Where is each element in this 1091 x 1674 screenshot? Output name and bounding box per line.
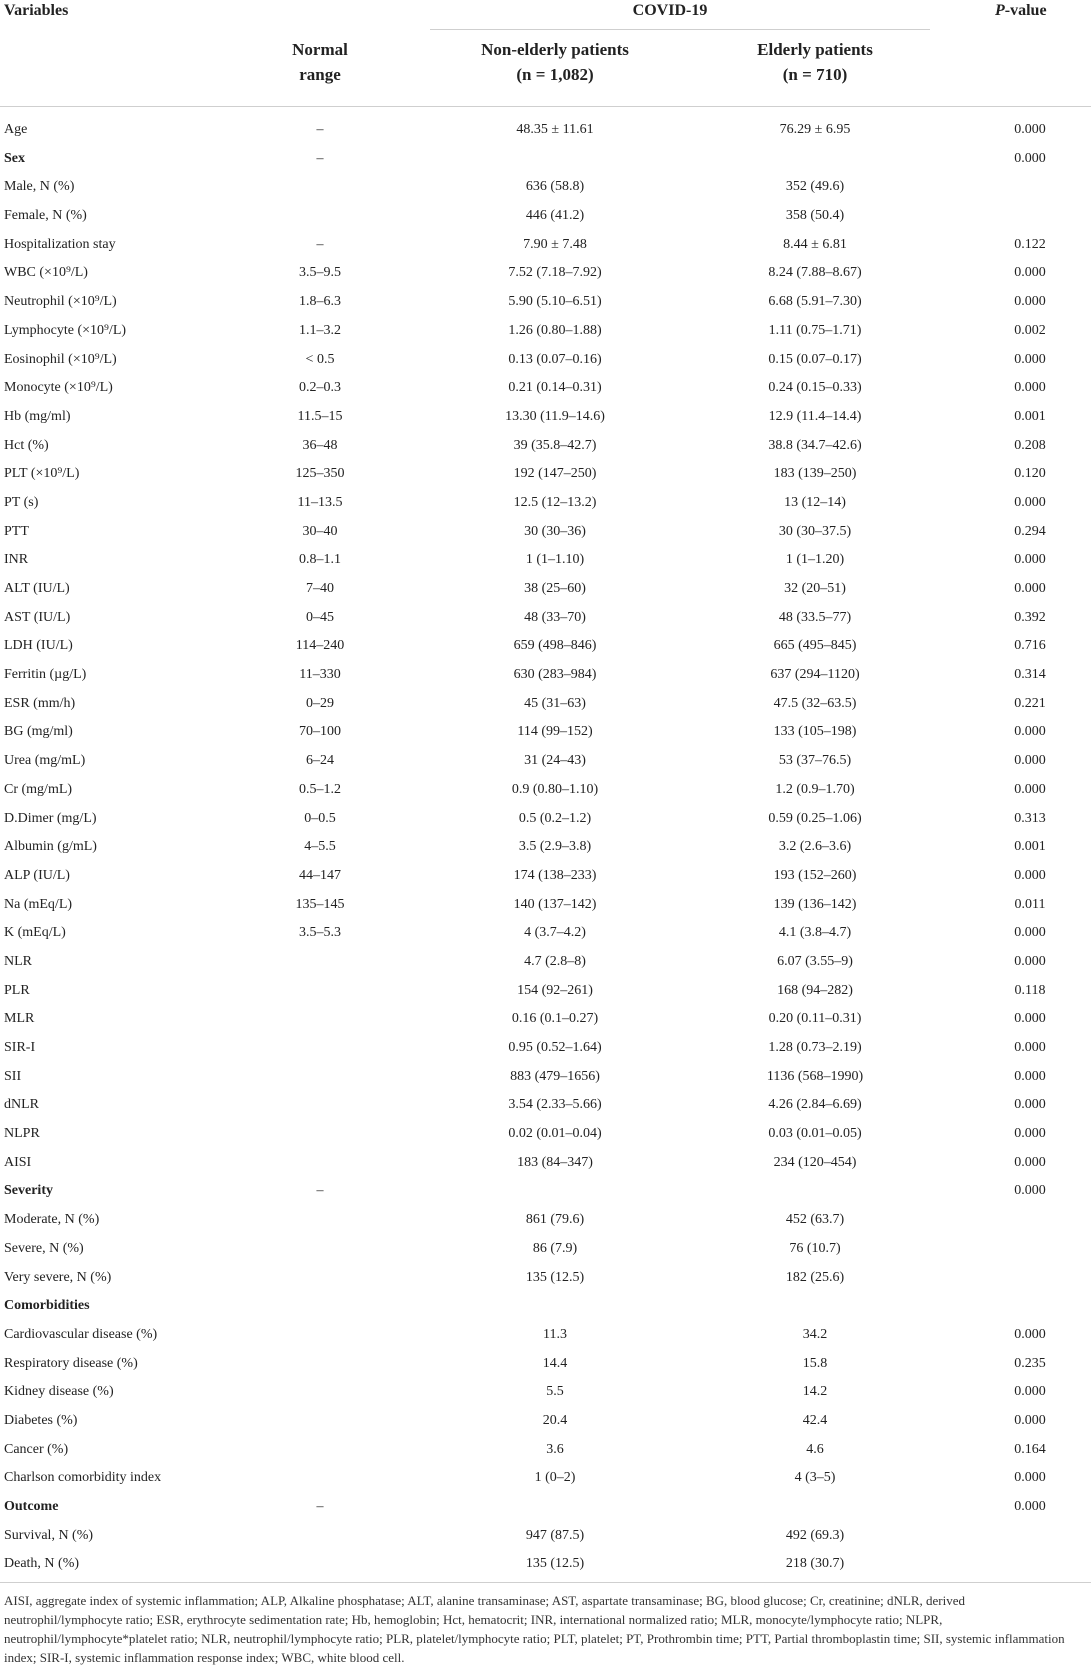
table-row	[0, 747, 1091, 776]
cell-variable: ALP (IU/L)	[4, 867, 70, 883]
cell-normal-range: 7–40	[306, 581, 334, 596]
cell-elderly: 1136 (568–1990)	[766, 1068, 864, 1084]
cell-variable: Albumin (g/mL)	[4, 839, 97, 855]
cell-variable: Na (mEq/L)	[4, 896, 73, 912]
cell-nonelderly: 1 (0–2)	[534, 1470, 576, 1486]
cell-variable: dNLR	[4, 1097, 39, 1113]
cell-pvalue: 0.000	[1014, 552, 1046, 568]
table-row	[0, 776, 1091, 805]
cell-normal-range: –	[316, 236, 324, 252]
cell-variable: Comorbidities	[4, 1298, 90, 1314]
table-row	[0, 1091, 1091, 1120]
header-elderly-line1: Elderly patients	[757, 40, 873, 59]
cell-normal-range: 135–145	[295, 896, 345, 912]
cell-elderly: 0.20 (0.11–0.31)	[768, 1011, 862, 1027]
cell-elderly: 133 (105–198)	[773, 724, 857, 740]
cell-elderly: 637 (294–1120)	[770, 667, 860, 683]
header-elderly-n: (n = 710)	[782, 65, 848, 84]
header-normal-range-line2: range	[299, 65, 341, 84]
cell-elderly: 182 (25.6)	[785, 1269, 845, 1285]
cell-pvalue: 0.000	[1014, 781, 1046, 797]
cell-pvalue: 0.118	[1014, 982, 1046, 998]
footer-divider	[0, 1582, 1091, 1583]
cell-elderly: 452 (63.7)	[785, 1212, 845, 1228]
table-row	[0, 1005, 1091, 1034]
cell-variable: Cardiovascular disease (%)	[4, 1326, 158, 1342]
cell-normal-range: 11–13.5	[297, 494, 343, 510]
table-row	[0, 460, 1091, 489]
table-row	[0, 489, 1091, 518]
cell-elderly: 76 (10.7)	[789, 1240, 841, 1256]
header-nonelderly-n: (n = 1,082)	[516, 65, 594, 84]
cell-normal-range: 3.5–9.5	[299, 265, 341, 281]
cell-elderly: 8.44 ± 6.81	[783, 236, 847, 252]
cell-pvalue: 0.120	[1014, 466, 1046, 482]
cell-variable: Urea (mg/mL)	[4, 753, 86, 769]
cell-variable: Kidney disease (%)	[4, 1384, 114, 1400]
table-row	[0, 833, 1091, 862]
cell-pvalue: 0.000	[1014, 925, 1046, 941]
cell-pvalue: 0.000	[1014, 265, 1046, 281]
table-row	[0, 948, 1091, 977]
cell-nonelderly: 883 (479–1656)	[510, 1068, 600, 1084]
cell-elderly: 358 (50.4)	[785, 208, 845, 224]
cell-pvalue: 0.000	[1014, 1126, 1046, 1142]
cell-nonelderly: 86 (7.9)	[532, 1240, 578, 1256]
cell-normal-range: 1.8–6.3	[299, 294, 341, 310]
cell-variable: PLT (×10⁹/L)	[4, 466, 80, 482]
header-pvalue-italic: P	[995, 2, 1005, 19]
table-row	[0, 374, 1091, 403]
table-row	[0, 1321, 1091, 1350]
cell-elderly: 183 (139–250)	[773, 466, 857, 482]
table-row	[0, 1350, 1091, 1379]
cell-elderly: 4.1 (3.8–4.7)	[778, 925, 852, 941]
table-row	[0, 1550, 1091, 1579]
cell-elderly: 168 (94–282)	[777, 982, 853, 998]
cell-nonelderly: 0.21 (0.14–0.31)	[508, 380, 602, 396]
cell-elderly: 665 (495–845)	[773, 638, 857, 654]
cell-nonelderly: 446 (41.2)	[525, 208, 585, 224]
cell-elderly: 30 (30–37.5)	[778, 523, 852, 539]
table-row	[0, 1120, 1091, 1149]
cell-normal-range: 0.5–1.2	[299, 781, 341, 797]
cell-variable: K (mEq/L)	[4, 925, 66, 941]
cell-variable: Neutrophil (×10⁹/L)	[4, 294, 117, 310]
table-row	[0, 1464, 1091, 1493]
cell-normal-range: 114–240	[295, 638, 345, 654]
cell-elderly: 42.4	[802, 1412, 828, 1428]
cell-nonelderly: 0.9 (0.80–1.10)	[511, 781, 599, 797]
cell-elderly: 0.03 (0.01–0.05)	[768, 1126, 862, 1142]
cell-variable: Respiratory disease (%)	[4, 1355, 138, 1371]
table-row	[0, 116, 1091, 145]
cell-variable: Sex	[4, 150, 25, 166]
cell-pvalue: 0.002	[1014, 322, 1046, 338]
table-row	[0, 1292, 1091, 1321]
cell-pvalue: 0.392	[1014, 609, 1046, 625]
table-header-row-1	[0, 0, 1091, 30]
cell-nonelderly: 114 (99–152)	[517, 724, 593, 740]
cell-elderly: 14.2	[802, 1384, 828, 1400]
cell-elderly: 76.29 ± 6.95	[779, 122, 851, 137]
table-row	[0, 718, 1091, 747]
cell-pvalue: 0.001	[1014, 408, 1046, 424]
table-row	[0, 632, 1091, 661]
cell-normal-range: –	[316, 1499, 324, 1514]
cell-pvalue: 0.000	[1014, 380, 1046, 396]
cell-variable: WBC (×10⁹/L)	[4, 265, 88, 281]
cell-pvalue: 0.000	[1014, 494, 1046, 510]
cell-elderly: 1.28 (0.73–2.19)	[768, 1040, 862, 1055]
cell-variable: Female, N (%)	[4, 208, 87, 224]
cell-nonelderly: 45 (31–63)	[524, 695, 586, 711]
cell-normal-range: 6–24	[306, 753, 334, 769]
cell-normal-range: 0–45	[306, 609, 334, 625]
cell-nonelderly: 3.5 (2.9–3.8)	[518, 839, 592, 855]
table-row	[0, 259, 1091, 288]
table-row	[0, 575, 1091, 604]
cell-nonelderly: 0.95 (0.52–1.64)	[508, 1040, 602, 1055]
cell-pvalue: 0.122	[1014, 236, 1046, 252]
cell-elderly: 3.2 (2.6–3.6)	[778, 839, 852, 855]
cell-pvalue: 0.000	[1014, 724, 1046, 740]
cell-pvalue: 0.294	[1014, 523, 1046, 539]
cell-normal-range: –	[316, 150, 324, 166]
cell-variable: PT (s)	[4, 494, 39, 510]
cell-elderly: 492 (69.3)	[785, 1527, 845, 1543]
cell-variable: Cr (mg/mL)	[4, 781, 73, 797]
cell-nonelderly: 1 (1–1.10)	[525, 552, 585, 568]
cell-pvalue: 0.000	[1014, 1011, 1046, 1027]
cell-elderly: 218 (30.7)	[785, 1556, 845, 1572]
cell-pvalue: 0.000	[1014, 581, 1046, 596]
cell-normal-range: < 0.5	[305, 351, 335, 367]
cell-nonelderly: 4.7 (2.8–8)	[524, 953, 586, 969]
cell-normal-range: 36–48	[302, 437, 338, 453]
cell-elderly: 1.2 (0.9–1.70)	[775, 781, 855, 797]
cell-pvalue: 0.221	[1014, 695, 1046, 711]
cell-normal-range: 11–330	[299, 667, 341, 683]
cell-normal-range: 1.1–3.2	[299, 322, 341, 338]
cell-normal-range: 70–100	[299, 724, 341, 740]
table-row	[0, 202, 1091, 231]
cell-variable: MLR	[4, 1011, 35, 1027]
table-row	[0, 173, 1091, 202]
cell-variable: AST (IU/L)	[4, 609, 71, 625]
header-nonelderly	[430, 37, 680, 87]
cell-pvalue: 0.000	[1014, 122, 1046, 137]
cell-nonelderly: 14.4	[542, 1355, 568, 1371]
cell-pvalue: 0.000	[1014, 1412, 1046, 1428]
cell-elderly: 32 (20–51)	[784, 581, 846, 596]
cell-elderly: 193 (152–260)	[773, 867, 857, 883]
cell-nonelderly: 48 (33–70)	[524, 609, 586, 625]
cell-elderly: 1 (1–1.20)	[785, 552, 845, 568]
cell-nonelderly: 20.4	[542, 1412, 568, 1428]
cell-elderly: 4.6	[806, 1441, 824, 1457]
cell-variable: Survival, N (%)	[4, 1527, 94, 1543]
cell-nonelderly: 636 (58.8)	[525, 179, 585, 195]
cell-variable: SII	[4, 1068, 22, 1084]
cell-variable: Death, N (%)	[4, 1556, 80, 1572]
cell-elderly: 4.26 (2.84–6.69)	[768, 1097, 862, 1113]
cell-normal-range: –	[316, 122, 324, 137]
cell-normal-range: 30–40	[302, 523, 338, 539]
cell-elderly: 234 (120–454)	[773, 1154, 857, 1170]
cell-elderly: 15.8	[802, 1355, 828, 1371]
table-row	[0, 518, 1091, 547]
cell-variable: Severity	[4, 1183, 53, 1199]
cell-variable: Hct (%)	[4, 437, 49, 453]
cell-elderly: 6.68 (5.91–7.30)	[768, 294, 862, 310]
table-row	[0, 661, 1091, 690]
header-normal-range	[240, 37, 400, 87]
cell-pvalue: 0.000	[1014, 1183, 1046, 1199]
cell-elderly: 6.07 (3.55–9)	[777, 953, 853, 969]
cell-normal-range: 125–350	[295, 466, 345, 482]
cell-variable: Hospitalization stay	[4, 236, 116, 252]
cell-nonelderly: 183 (84–347)	[517, 1154, 593, 1170]
table-row	[0, 690, 1091, 719]
cell-nonelderly: 4 (3.7–4.2)	[524, 925, 586, 941]
table-row	[0, 891, 1091, 920]
cell-pvalue: 0.000	[1014, 294, 1046, 310]
cell-normal-range: 4–5.5	[304, 839, 336, 855]
table-row	[0, 1177, 1091, 1206]
header-divider	[0, 106, 1091, 107]
cell-variable: Cancer (%)	[4, 1441, 69, 1457]
table-row	[0, 1206, 1091, 1235]
cell-elderly: 34.2	[802, 1326, 828, 1342]
cell-nonelderly: 3.54 (2.33–5.66)	[508, 1097, 602, 1113]
cell-pvalue: 0.001	[1014, 839, 1046, 855]
cell-pvalue: 0.000	[1014, 1040, 1046, 1055]
cell-variable: ESR (mm/h)	[4, 695, 76, 711]
table-row	[0, 231, 1091, 260]
cell-pvalue: 0.000	[1014, 1097, 1046, 1113]
cell-nonelderly: 31 (24–43)	[524, 753, 586, 769]
table-row	[0, 1522, 1091, 1551]
cell-variable: Moderate, N (%)	[4, 1212, 100, 1228]
header-pvalue-rest: -value	[1004, 2, 1047, 19]
cell-pvalue: 0.000	[1014, 1068, 1046, 1084]
table-row	[0, 1436, 1091, 1465]
table-row	[0, 862, 1091, 891]
header-normal-range-line1: Normal	[292, 40, 348, 59]
cell-pvalue: 0.000	[1014, 1384, 1046, 1400]
table-row	[0, 346, 1091, 375]
cell-pvalue: 0.000	[1014, 953, 1046, 969]
cell-nonelderly: 39 (35.8–42.7)	[513, 437, 597, 453]
cell-nonelderly: 947 (87.5)	[525, 1527, 585, 1543]
cell-variable: PLR	[4, 982, 30, 998]
header-nonelderly-line1: Non-elderly patients	[481, 40, 629, 59]
cell-variable: NLPR	[4, 1126, 40, 1142]
cell-variable: Charlson comorbidity index	[4, 1470, 162, 1486]
cell-nonelderly: 38 (25–60)	[524, 581, 586, 596]
cell-variable: Male, N (%)	[4, 179, 75, 195]
cell-elderly: 47.5 (32–63.5)	[773, 695, 857, 711]
footnote: AISI, aggregate index of systemic inflammation; ALP, Alkaline phosphatase; ALT, alanine transaminase; AST, aspartate transaminase; BG, blood glucose; Cr, creatinine; dNLR, derived neutrophil/lymphocyte ratio; ESR, erythrocyte sedimentation rate; Hb, hemoglobin; Hct, hematocrit; INR, international normalized ratio; MLR, monocyte/lymphocyte ratio; NLPR, neutrophil/lymphocyte*platelet ratio; NLR, neutrophil/lymphocyte ratio; PLR, platelet/lymphocyte ratio; PLT, platelet; PT, Prothrombin time; PTT, Partial thromboplastin time; SII, systemic inflammation index; SIR-I, systemic inflammation response index; WBC, white blood cell.	[4, 1593, 1065, 1665]
cell-pvalue: 0.000	[1014, 1326, 1046, 1342]
cell-normal-range: 3.5–5.3	[299, 925, 341, 941]
cell-variable: NLR	[4, 953, 32, 969]
cell-normal-range: 0–29	[306, 695, 334, 711]
table-row	[0, 288, 1091, 317]
table-row	[0, 432, 1091, 461]
cell-pvalue: 0.000	[1014, 1499, 1046, 1514]
cell-variable: Outcome	[4, 1499, 59, 1514]
cell-nonelderly: 192 (147–250)	[513, 466, 597, 482]
cell-pvalue: 0.000	[1014, 150, 1046, 166]
cell-elderly: 1.11 (0.75–1.71)	[768, 322, 862, 338]
cell-pvalue: 0.000	[1014, 867, 1046, 883]
cell-elderly: 0.24 (0.15–0.33)	[768, 380, 862, 396]
cell-normal-range: 0–0.5	[304, 810, 336, 826]
table-row	[0, 1063, 1091, 1092]
cell-pvalue: 0.208	[1014, 437, 1046, 453]
cell-pvalue: 0.235	[1014, 1355, 1046, 1371]
table-row	[0, 145, 1091, 174]
table-row	[0, 1034, 1091, 1063]
cell-nonelderly: 3.6	[546, 1441, 564, 1457]
cell-nonelderly: 0.13 (0.07–0.16)	[508, 351, 602, 367]
table-row	[0, 1149, 1091, 1178]
cell-normal-range: –	[316, 1183, 324, 1199]
table-body	[0, 116, 1091, 1579]
cell-nonelderly: 154 (92–261)	[517, 982, 593, 998]
cell-pvalue: 0.313	[1014, 810, 1046, 826]
table-row	[0, 805, 1091, 834]
cell-nonelderly: 5.5	[546, 1384, 564, 1400]
cell-nonelderly: 140 (137–142)	[513, 896, 597, 912]
header-covid: COVID-19	[632, 2, 708, 19]
cell-elderly: 352 (49.6)	[785, 179, 845, 195]
cell-pvalue: 0.314	[1014, 667, 1046, 683]
cell-nonelderly: 135 (12.5)	[525, 1269, 585, 1285]
cell-nonelderly: 7.90 ± 7.48	[523, 236, 587, 252]
cell-normal-range: 0.8–1.1	[299, 552, 341, 568]
cell-pvalue: 0.000	[1014, 753, 1046, 769]
cell-pvalue: 0.164	[1014, 1441, 1046, 1457]
table-row	[0, 1407, 1091, 1436]
header-variables: Variables	[4, 2, 69, 19]
table-row	[0, 317, 1091, 346]
cell-elderly: 139 (136–142)	[773, 896, 857, 912]
cell-variable: Very severe, N (%)	[4, 1269, 112, 1285]
cell-nonelderly: 7.52 (7.18–7.92)	[508, 265, 602, 281]
cell-elderly: 53 (37–76.5)	[778, 753, 852, 769]
covid-divider	[430, 29, 930, 30]
table-row	[0, 1264, 1091, 1293]
cell-variable: Eosinophil (×10⁹/L)	[4, 351, 117, 367]
cell-variable: Lymphocyte (×10⁹/L)	[4, 322, 127, 338]
table-header-row-2	[0, 37, 1091, 101]
cell-pvalue: 0.011	[1014, 896, 1046, 912]
cell-variable: Hb (mg/ml)	[4, 408, 71, 424]
cell-nonelderly: 174 (138–233)	[513, 867, 597, 883]
cell-elderly: 4 (3–5)	[794, 1470, 836, 1486]
cell-nonelderly: 11.3	[543, 1326, 567, 1342]
cell-nonelderly: 5.90 (5.10–6.51)	[508, 294, 602, 310]
table-row	[0, 977, 1091, 1006]
cell-pvalue: 0.000	[1014, 1470, 1046, 1486]
cell-variable: SIR-I	[4, 1040, 36, 1055]
header-elderly	[700, 37, 930, 87]
cell-variable: LDH (IU/L)	[4, 638, 73, 654]
cell-variable: Diabetes (%)	[4, 1412, 78, 1428]
cell-elderly: 48 (33.5–77)	[778, 609, 852, 625]
cell-nonelderly: 1.26 (0.80–1.88)	[508, 322, 602, 338]
cell-normal-range: 11.5–15	[297, 408, 343, 424]
cell-nonelderly: 0.02 (0.01–0.04)	[508, 1126, 602, 1142]
cell-elderly: 0.59 (0.25–1.06)	[768, 810, 862, 826]
cell-elderly: 13 (12–14)	[784, 494, 846, 510]
cell-variable: ALT (IU/L)	[4, 581, 70, 596]
table-row	[0, 403, 1091, 432]
table-row	[0, 604, 1091, 633]
cell-nonelderly: 0.16 (0.1–0.27)	[511, 1011, 599, 1027]
cell-normal-range: 44–147	[299, 867, 341, 883]
table-row	[0, 1235, 1091, 1264]
cell-elderly: 38.8 (34.7–42.6)	[768, 437, 862, 453]
cell-variable: Severe, N (%)	[4, 1240, 84, 1256]
cell-variable: PTT	[4, 523, 29, 539]
cell-variable: BG (mg/ml)	[4, 724, 73, 740]
cell-variable: INR	[4, 552, 29, 568]
cell-variable: Ferritin (µg/L)	[4, 667, 87, 683]
table-row	[0, 1493, 1091, 1522]
cell-nonelderly: 13.30 (11.9–14.6)	[505, 408, 605, 424]
cell-nonelderly: 30 (30–36)	[524, 523, 586, 539]
cell-pvalue: 0.000	[1014, 351, 1046, 367]
cell-elderly: 0.15 (0.07–0.17)	[768, 351, 862, 367]
cell-pvalue: 0.716	[1014, 638, 1046, 654]
cell-nonelderly: 630 (283–984)	[513, 667, 597, 683]
cell-elderly: 8.24 (7.88–8.67)	[768, 265, 862, 281]
cell-variable: AISI	[4, 1154, 32, 1170]
cell-pvalue: 0.000	[1014, 1154, 1046, 1170]
cell-nonelderly: 135 (12.5)	[525, 1556, 585, 1572]
table-row	[0, 546, 1091, 575]
cell-nonelderly: 0.5 (0.2–1.2)	[518, 810, 592, 826]
cell-nonelderly: 12.5 (12–13.2)	[513, 494, 597, 510]
cell-variable: Monocyte (×10⁹/L)	[4, 380, 113, 396]
table-row	[0, 1378, 1091, 1407]
cell-elderly: 12.9 (11.4–14.4)	[768, 408, 862, 424]
table-row	[0, 919, 1091, 948]
cell-variable: D.Dimer (mg/L)	[4, 810, 97, 826]
header-pvalue	[995, 2, 1047, 20]
cell-nonelderly: 861 (79.6)	[525, 1212, 585, 1228]
cell-normal-range: 0.2–0.3	[299, 380, 341, 396]
cell-nonelderly: 48.35 ± 11.61	[516, 122, 594, 137]
cell-nonelderly: 659 (498–846)	[513, 638, 597, 654]
cell-variable: Age	[4, 122, 28, 137]
